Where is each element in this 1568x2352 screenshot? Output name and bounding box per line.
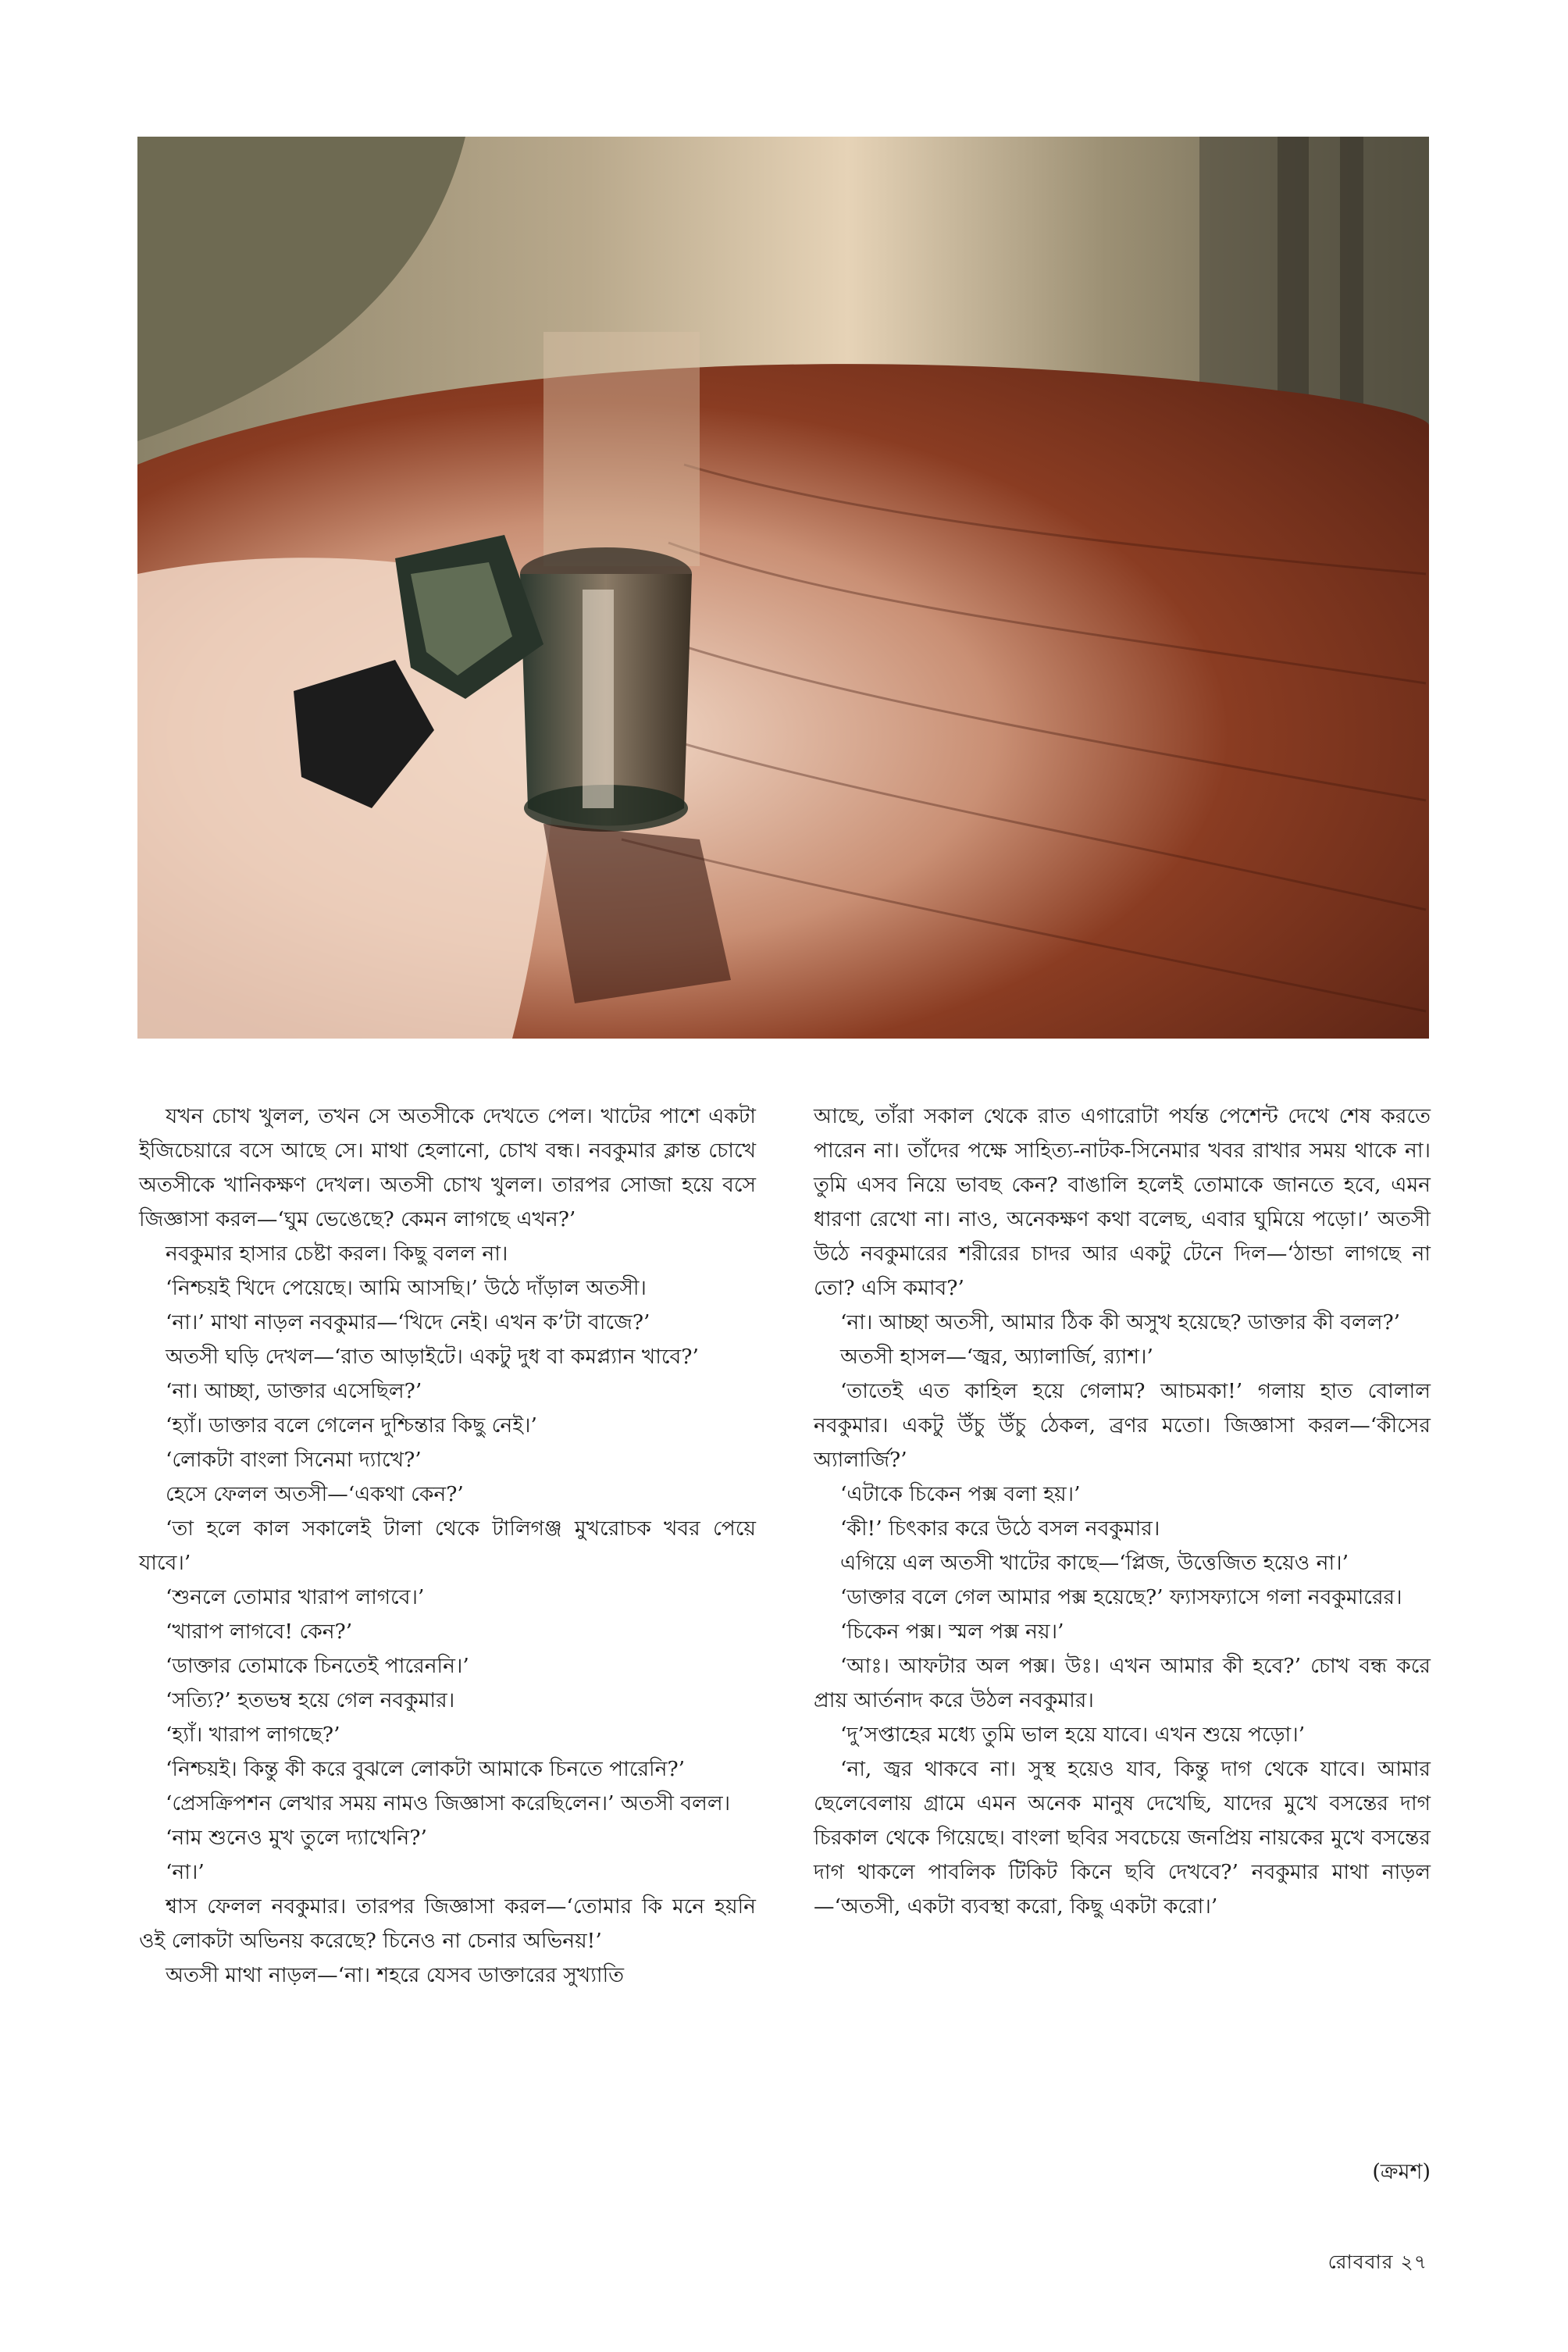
article-paragraph: ‘চিকেন পক্স। স্মল পক্স নয়।’ [840, 1620, 1064, 1644]
article-paragraph: ‘না, জ্বর থাকবে না। সুস্থ হয়েও যাব, কিন্তু দাগ থেকে যাবে। আমার ছেলেবেলায় গ্রামে এমন অনেক মানুষ দেখেছি, যাদের মুখে বসন্তের দাগ চিরকাল থেকে গিয়েছে। বাংলা ছবির সবচেয়ে জনপ্রিয় নায়কের মুখে বসন্তের দাগ থাকলে পাবলিক টিকিট কিনে ছবি দেখবে?’ নবকুমার মাথা নাড়ল—‘অতসী, একটা ব্যবস্থা করো, কিছু একটা করো।’ [814, 1757, 1431, 1919]
article-paragraph: হেসে ফেলল অতসী—‘একথা কেন?’ [166, 1482, 464, 1506]
article-paragraph: ‘হ্যাঁ। খারাপ লাগছে?’ [166, 1723, 340, 1747]
article-paragraph: এগিয়ে এল অতসী খাটের কাছে—‘প্লিজ, উত্তেজিত হয়েও না।’ [840, 1551, 1349, 1575]
article-paragraph: যখন চোখ খুলল, তখন সে অতসীকে দেখতে পেল। খাটের পাশে একটা ইজিচেয়ারে বসে আছে সে। মাথা হেলানো, চোখ বন্ধ। নবকুমার ক্লান্ত চোখে অতসীকে খানিকক্ষণ দেখল। অতসী চোখ খুলল। তারপর সোজা হয়ে বসে জিজ্ঞাসা করল—‘ঘুম ভেঙেছে? কেমন লাগছে এখন?’ [139, 1104, 756, 1231]
article-paragraph: ‘সত্যি?’ হতভম্ব হয়ে গেল নবকুমার। [166, 1688, 455, 1712]
article-paragraph: ‘হ্যাঁ। ডাক্তার বলে গেলেন দুশ্চিন্তার কিছু নেই।’ [166, 1413, 537, 1438]
article-paragraph: ‘না।’ [166, 1860, 205, 1884]
article-column-left [139, 1099, 756, 1993]
article-paragraph: ‘দু’সপ্তাহের মধ্যে তুমি ভাল হয়ে যাবে। এখন শুয়ে পড়ো।’ [840, 1723, 1306, 1747]
article-paragraph: ‘আঃ। আফটার অল পক্স। উঃ। এখন আমার কী হবে?’ চোখ বন্ধ করে প্রায় আর্তনাদ করে উঠল নবকুমার। [814, 1654, 1431, 1712]
article-paragraph: নবকুমার হাসার চেষ্টা করল। কিছু বলল না। [166, 1242, 508, 1266]
story-illustration [137, 137, 1429, 1039]
article-paragraph: ‘এটাকে চিকেন পক্স বলা হয়।’ [840, 1482, 1081, 1506]
article-paragraph: অতসী মাথা নাড়ল—‘না। শহরে যেসব ডাক্তারের সুখ্যাতি [166, 1963, 625, 1987]
article-paragraph: অতসী ঘড়ি দেখল—‘রাত আড়াইটে। একটু দুধ বা কমপ্ল্যান খাবে?’ [166, 1345, 699, 1369]
article-paragraph: ‘তাতেই এত কাহিল হয়ে গেলাম? আচমকা!’ গলায় হাত বোলাল নবকুমার। একটু উঁচু উঁচু ঠেকল, ব্রণর মতো। জিজ্ঞাসা করল—‘কীসের অ্যালার্জি?’ [814, 1379, 1431, 1472]
article-paragraph: ‘প্রেসক্রিপশন লেখার সময় নামও জিজ্ঞাসা করেছিলেন।’ অতসী বলল। [166, 1791, 731, 1816]
article-paragraph: ‘লোকটা বাংলা সিনেমা দ্যাখে?’ [166, 1448, 422, 1472]
article-paragraph: ‘না। আচ্ছা অতসী, আমার ঠিক কী অসুখ হয়েছে? ডাক্তার কী বলল?’ [840, 1310, 1401, 1335]
article-paragraph: ‘কী!’ চিৎকার করে উঠে বসল নবকুমার। [840, 1516, 1160, 1541]
article-paragraph: ‘খারাপ লাগবে! কেন?’ [166, 1620, 353, 1644]
article-paragraph: শ্বাস ফেলল নবকুমার। তারপর জিজ্ঞাসা করল—‘তোমার কি মনে হয়নি ওই লোকটা অভিনয় করেছে? চিনেও না চেনার অভিনয়!’ [139, 1894, 756, 1953]
article-paragraph: ‘নিশ্চয়ই খিদে পেয়েছে। আমি আসছি।’ উঠে দাঁড়াল অতসী। [166, 1276, 647, 1300]
page-footer: রোববার ২৭ [1327, 2250, 1427, 2273]
article-paragraph: ‘নাম শুনেও মুখ তুলে দ্যাখেনি?’ [166, 1826, 427, 1850]
article-paragraph: ‘ডাক্তার তোমাকে চিনতেই পারেননি।’ [166, 1654, 469, 1678]
article-paragraph: ‘নিশ্চয়ই। কিন্তু কী করে বুঝলে লোকটা আমাকে চিনতে পারেনি?’ [166, 1757, 686, 1781]
article-paragraph-continued: আছে, তাঁরা সকাল থেকে রাত এগারোটা পর্যন্ত পেশেন্ট দেখে শেষ করতে পারেন না। তাঁদের পক্ষে সাহিত্য-নাটক-সিনেমার খবর রাখার সময় থাকে না। তুমি এসব নিয়ে ভাবছ কেন? বাঙালি হলেই তোমাকে জানতে হবে, এমন ধারণা রেখো না। নাও, অনেকক্ষণ কথা বলেছ, এবার ঘুমিয়ে পড়ো।’ অতসী উঠে নবকুমারের শরীরের চাদর আর একটু টেনে দিল—‘ঠান্ডা লাগছে না তো? এসি কমাব?’ [814, 1104, 1431, 1300]
article-paragraph: ‘তা হলে কাল সকালেই টালা থেকে টালিগঞ্জ মুখরোচক খবর পেয়ে যাবে।’ [139, 1516, 756, 1575]
article-paragraph: ‘না। আচ্ছা, ডাক্তার এসেছিল?’ [166, 1379, 422, 1403]
article-paragraph: ‘ডাক্তার বলে গেল আমার পক্স হয়েছে?’ ফ্যাসফ্যাসে গলা নবকুমারের। [840, 1585, 1402, 1609]
article-column-right [814, 1099, 1431, 1924]
article-paragraph: অতসী হাসল—‘জ্বর, অ্যালার্জি, র‍্যাশ।’ [840, 1345, 1153, 1369]
illustration-artwork [137, 137, 1429, 1039]
continued-marker: (ক্রমশ) [1372, 2160, 1431, 2184]
article-paragraph: ‘শুনলে তোমার খারাপ লাগবে।’ [166, 1585, 425, 1609]
article-paragraph: ‘না।’ মাথা নাড়ল নবকুমার—‘খিদে নেই। এখন ক’টা বাজে?’ [166, 1310, 650, 1335]
